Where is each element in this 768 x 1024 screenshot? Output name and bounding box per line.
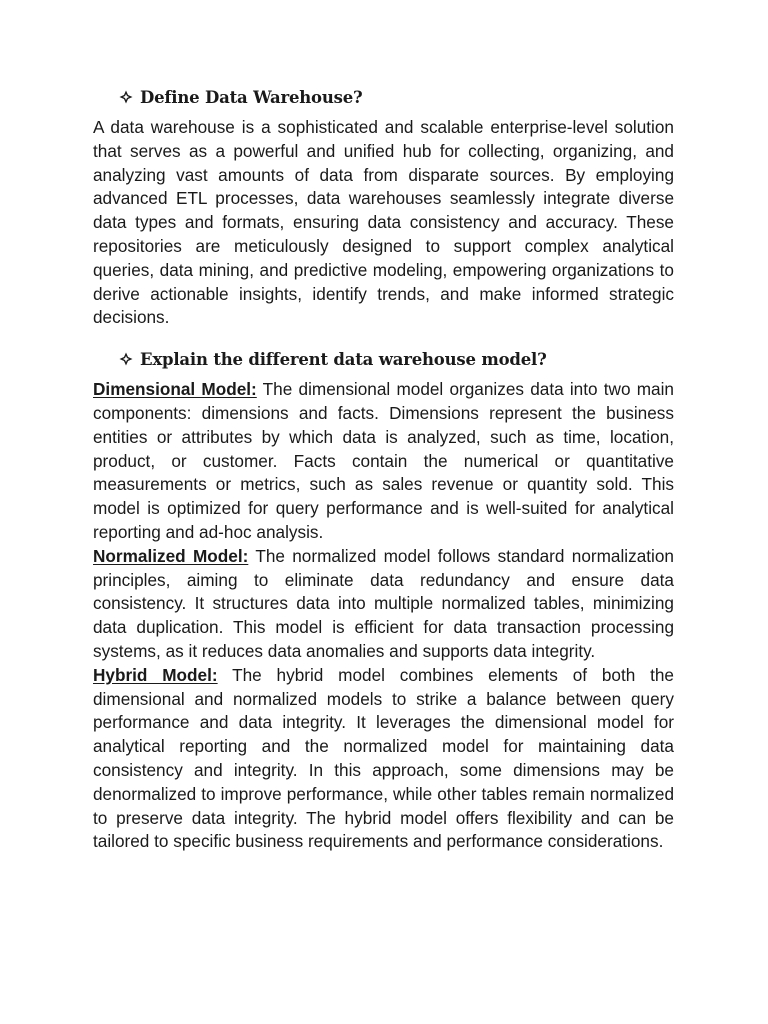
diamond-bullet-icon [119, 352, 133, 366]
document-page [93, 86, 674, 854]
hybrid-model-text: The hybrid model combines elements of both the dimensional and normalized models to strike a balance between query performance and data integrity. It leverages the dimensional model for analytical reporting and the normalized model for maintaining data consistency and integrity. In this approach, some dimensions may be denormalized to improve performance, while other tables remain normalized to preserve data integrity. The hybrid model offers flexibility and can be tailored to specific business requirements and performance considerations. [93, 664, 674, 852]
section-heading-define [119, 86, 674, 110]
dimensional-model-text: The dimensional model organizes data into two main components: dimensions and facts. Dimensions represent the business entities or attributes by which data is analyzed, such as time, location, product, or customer. Facts contain the numerical or quantitative measurements or metrics, such as sales revenue or quantity sold. This model is optimized for query performance and is well-suited for analytical reporting and ad-hoc analysis. [93, 379, 674, 542]
definition-paragraph: A data warehouse is a sophisticated and scalable enterprise-level solution that serves as a powerful and unified hub for collecting, organizing, and analyzing vast amounts of data from disparate sources. By employing advanced ETL processes, data warehouses seamlessly integrate diverse data types and formats, ensuring data consistency and accuracy. These repositories are meticulously designed to support complex analytical queries, data mining, and predictive modeling, empowering organizations to derive actionable insights, identify trends, and make informed strategic decisions. [93, 117, 674, 328]
section-heading-models [119, 348, 674, 372]
normalized-model-term: Normalized Model: [93, 545, 249, 566]
diamond-bullet-icon [119, 90, 133, 104]
dimensional-model-paragraph [93, 378, 674, 545]
section-heading-text: Define Data Warehouse? [140, 88, 363, 107]
hybrid-model-term: Hybrid Model: [93, 664, 218, 685]
normalized-model-text: The normalized model follows standard normalization principles, aiming to eliminate data redundancy and ensure data consistency. It structures data into multiple normalized tables, minimizing data duplication. This model is efficient for data transaction processing systems, as it reduces data anomalies and supports data integrity. [93, 545, 674, 661]
section-heading-text: Explain the different data warehouse model? [140, 350, 547, 370]
dimensional-model-term: Dimensional Model: [93, 379, 257, 400]
normalized-model-paragraph [93, 545, 674, 664]
hybrid-model-paragraph [93, 664, 674, 854]
